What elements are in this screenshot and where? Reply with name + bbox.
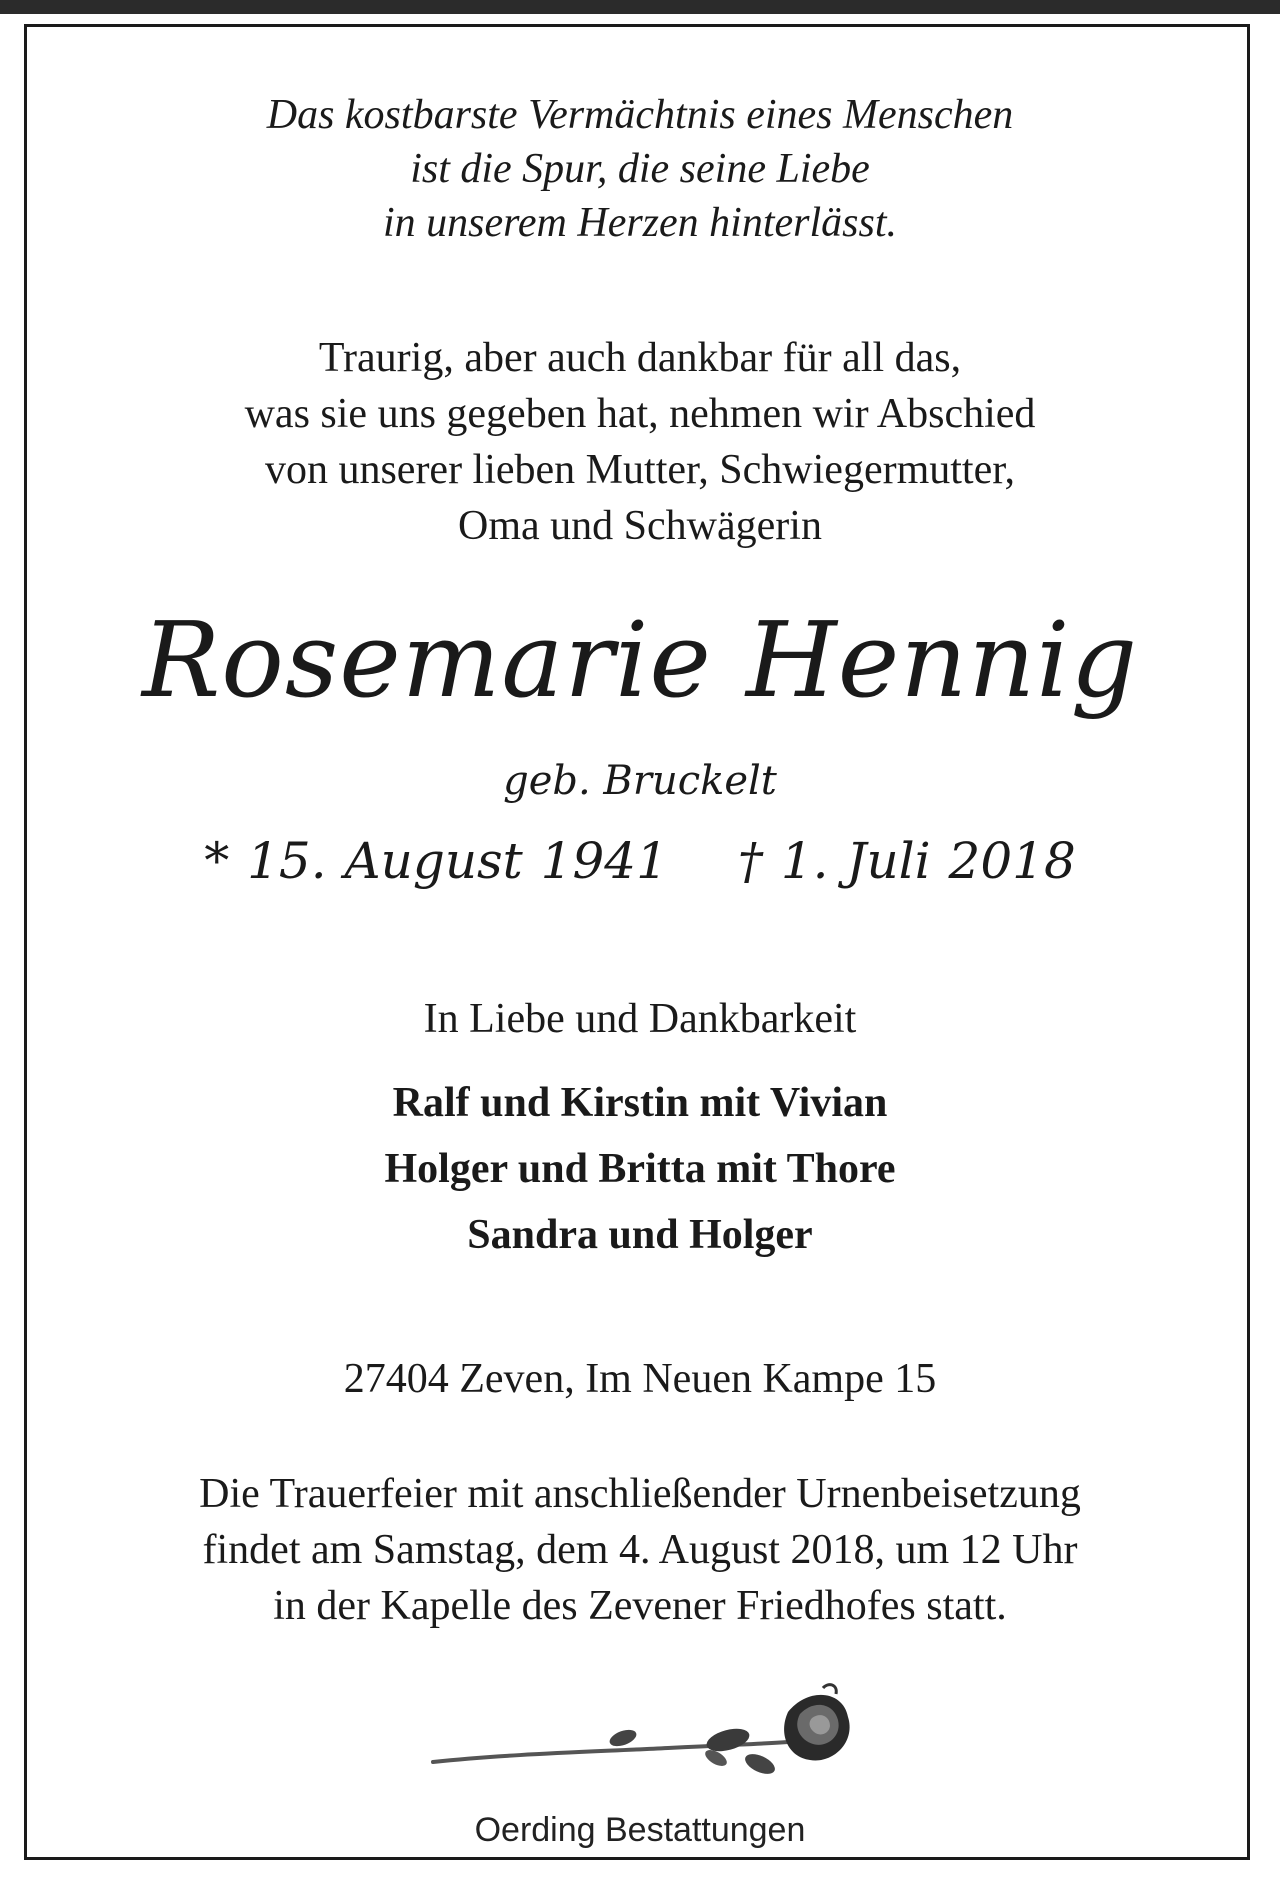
rose-icon bbox=[428, 1682, 868, 1792]
death-date: † 1. Juli 2018 bbox=[737, 832, 1076, 890]
family-member-line: Sandra und Holger bbox=[467, 1212, 813, 1258]
service-line: in der Kapelle des Zevener Friedhofes statt. bbox=[273, 1583, 1007, 1629]
deceased-name: Rosemarie Hennig bbox=[141, 599, 1139, 721]
birth-date: * 15. August 1941 bbox=[204, 832, 668, 890]
intro-line: Traurig, aber auch dankbar für all das, bbox=[318, 335, 962, 381]
intro-line: Oma und Schwägerin bbox=[458, 503, 822, 549]
family-address: 27404 Zeven, Im Neuen Kampe 15 bbox=[343, 1356, 937, 1402]
intro-line: von unserer lieben Mutter, Schwiegermutter, bbox=[264, 447, 1016, 493]
maiden-name: geb. Bruckelt bbox=[503, 758, 777, 804]
service-line: findet am Samstag, dem 4. August 2018, um 12 Uhr bbox=[202, 1527, 1078, 1573]
intro-line: was sie uns gegeben hat, nehmen wir Abschied bbox=[244, 391, 1036, 437]
motto-quote bbox=[0, 88, 1280, 250]
gratitude-line: In Liebe und Dankbarkeit bbox=[423, 996, 857, 1042]
life-dates bbox=[0, 830, 1280, 892]
family-member-line: Holger und Britta mit Thore bbox=[384, 1146, 896, 1192]
undertaker-name: Oerding Bestattungen bbox=[474, 1811, 806, 1849]
intro-text bbox=[0, 330, 1280, 554]
service-line: Die Trauerfeier mit anschließender Urnenbeisetzung bbox=[199, 1471, 1081, 1517]
top-border-bar bbox=[0, 0, 1280, 14]
family-signatures bbox=[0, 1070, 1280, 1268]
motto-line: Das kostbarste Vermächtnis eines Menschen bbox=[266, 92, 1014, 138]
family-member-line: Ralf und Kirstin mit Vivian bbox=[392, 1080, 888, 1126]
motto-line: ist die Spur, die seine Liebe bbox=[410, 146, 870, 192]
motto-line: in unserem Herzen hinterlässt. bbox=[382, 200, 898, 246]
service-details bbox=[0, 1466, 1280, 1634]
